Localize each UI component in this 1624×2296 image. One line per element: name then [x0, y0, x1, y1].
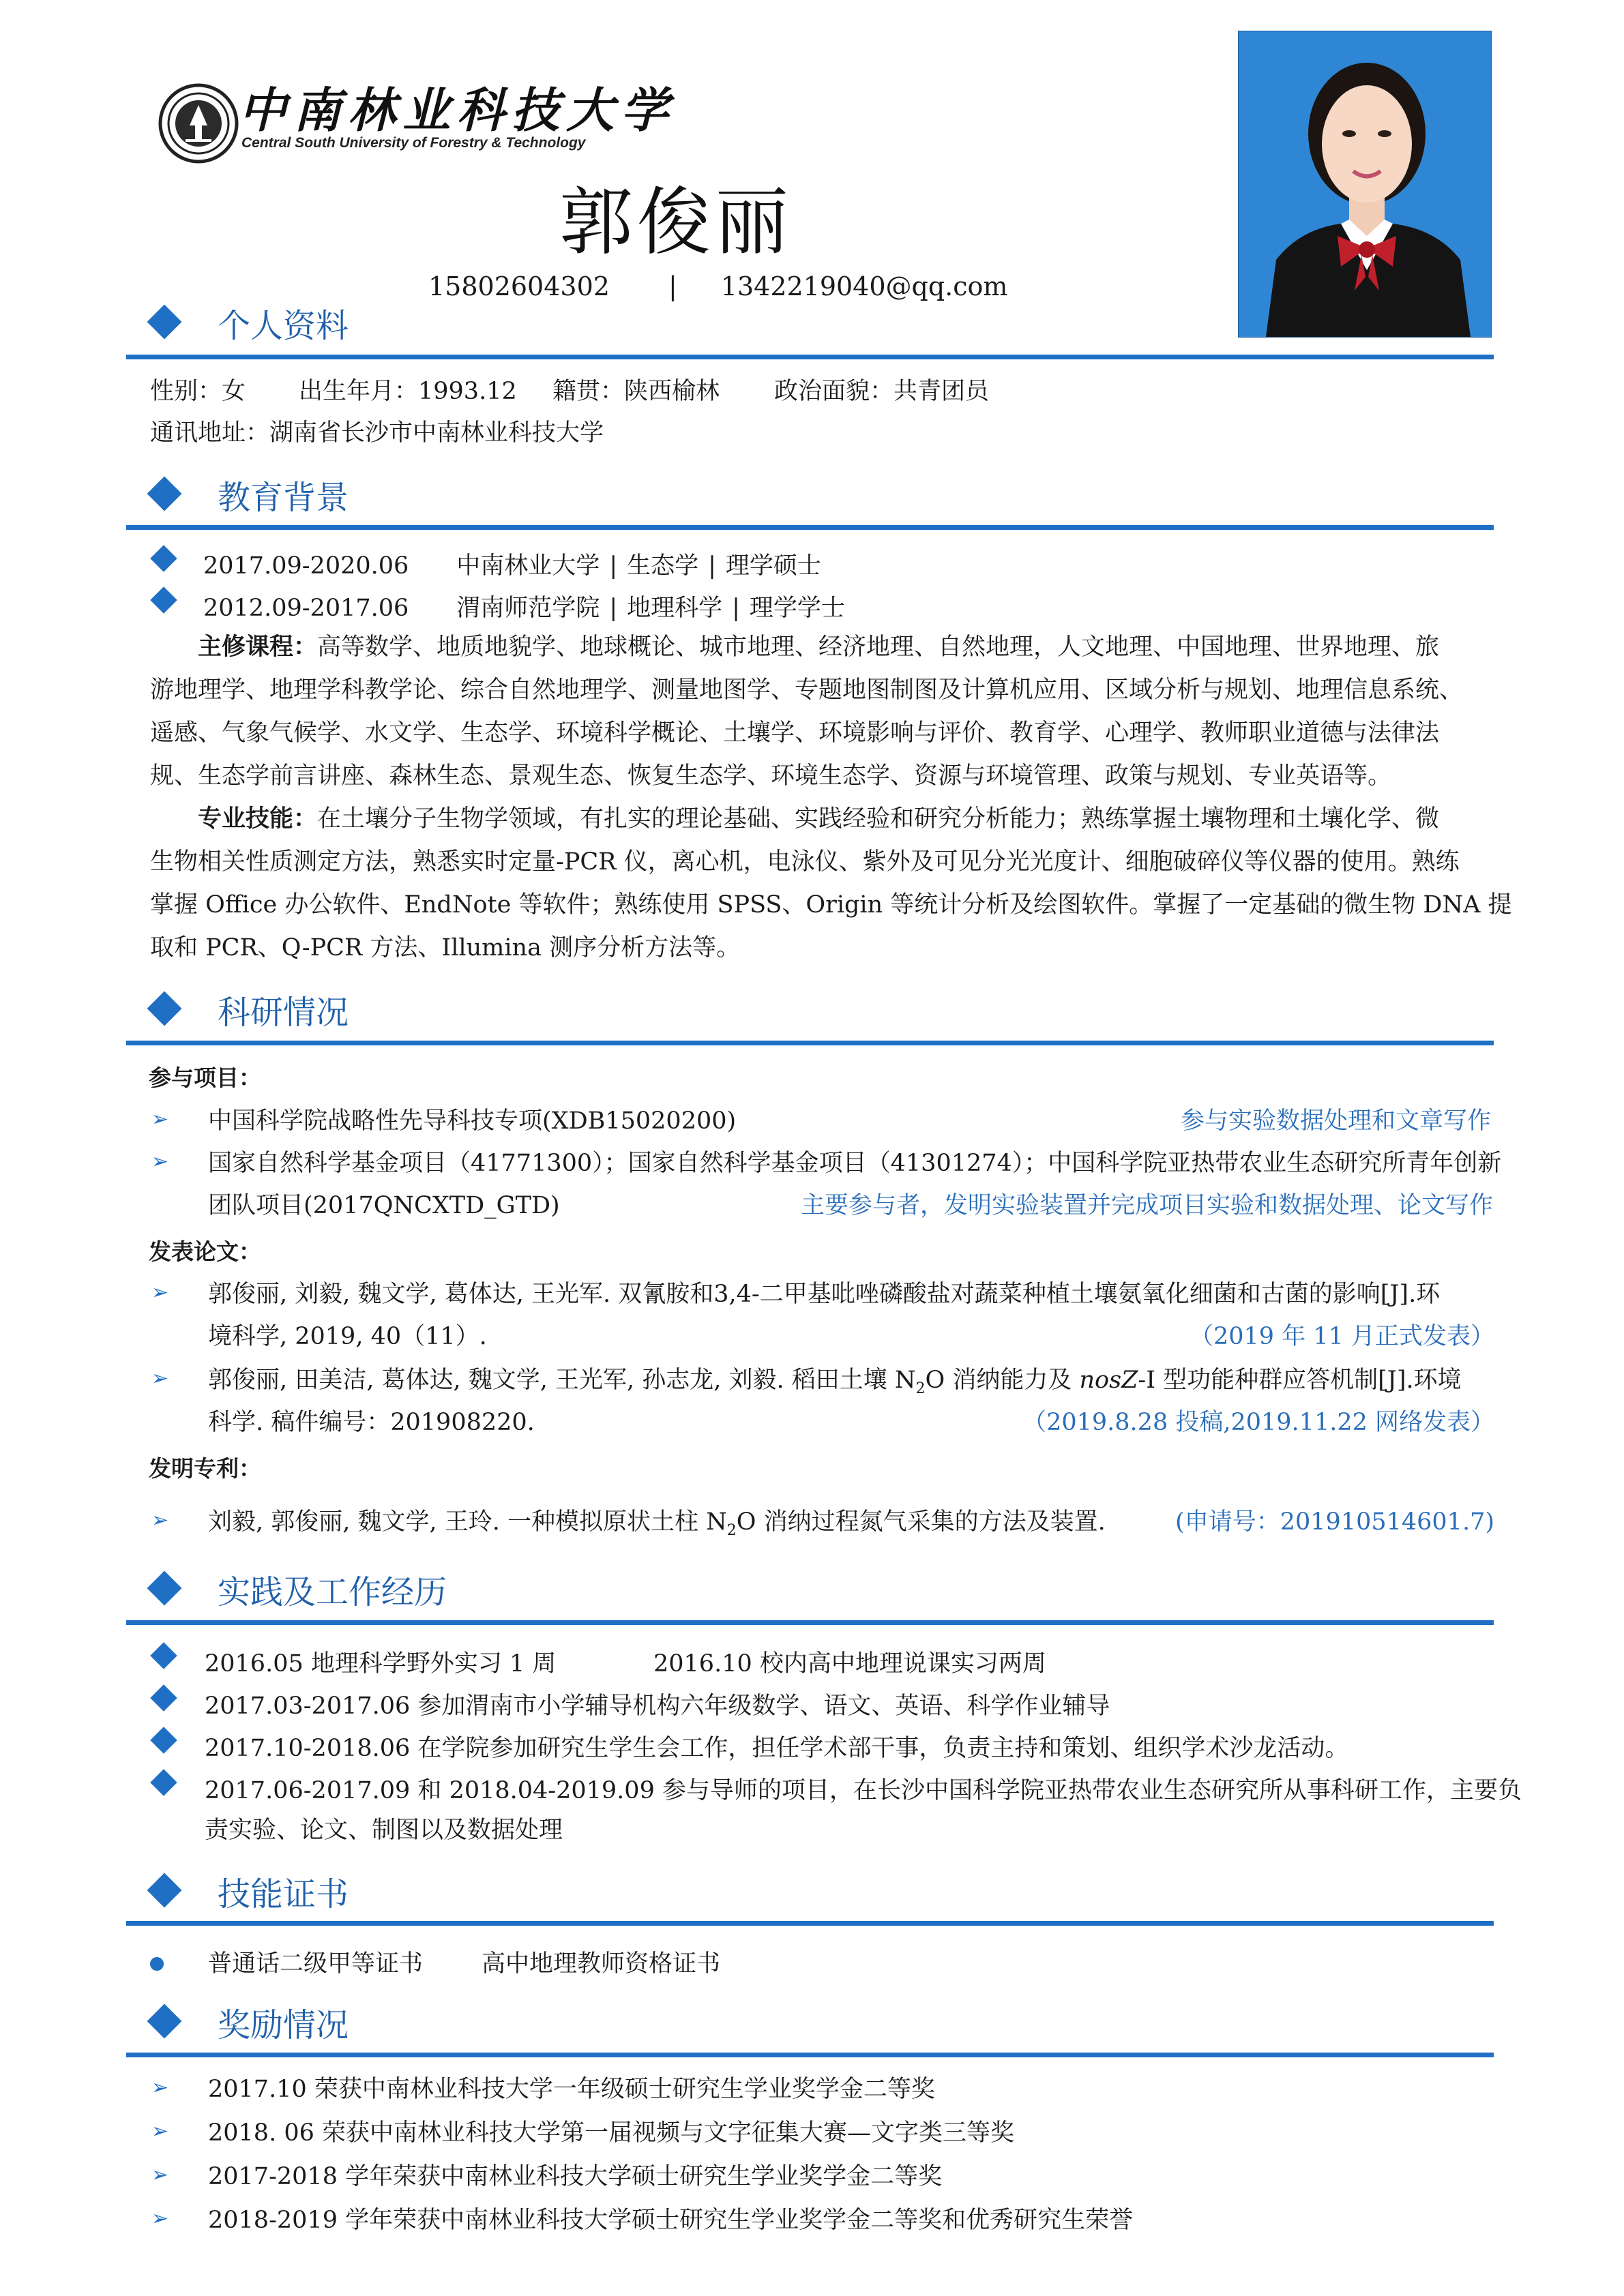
edu-degree: 理学硕士 — [725, 552, 821, 580]
edu-pipe: | — [609, 552, 618, 580]
section-divider — [126, 355, 1494, 359]
edu-school: 渭南师范学院 — [456, 595, 600, 622]
courses-line: 规、生态学前言讲座、森林生态、景观生态、恢复生态学、环境生态学、资源与环境管理、政策与规划、专业英语等。 — [150, 762, 1392, 790]
courses-line: 游地理学、地理学科教学论、综合自然地理学、测量地图学、专题地图制图及计算机应用、区域分析与规划、地理信息系统、 — [150, 676, 1464, 704]
bullet-diamond-icon — [150, 1769, 177, 1796]
skills-line: 生物相关性质测定方法，熟悉实时定量-PCR 仪，离心机，电泳仪、紫外及可见分光光度计、细胞破碎仪等仪器的使用。熟练 — [150, 848, 1460, 876]
edu-major: 地理科学 — [627, 595, 723, 622]
bullet-dot-icon — [150, 1957, 164, 1971]
paper-item: 郭俊丽, 刘毅, 魏文学, 葛体达, 王光军. 双氰胺和3,4-二甲基吡唑磷酸盐对蔬菜种植土壤氨氧化细菌和古菌的影响[J].环 — [208, 1281, 1441, 1308]
bullet-arrow-icon: ➢ — [151, 2163, 169, 2187]
courses-paragraph — [150, 626, 1494, 798]
section-divider — [126, 525, 1494, 530]
edu-pipe: | — [732, 595, 740, 622]
award-item: 2017.10 荣获中南林业科技大学一年级硕士研究生学业奖学金二等奖 — [208, 2076, 935, 2103]
practice-item: 2017.06-2017.09 和 2018.04-2019.09 参与导师的项目，在长沙中国科学院亚热带农业生态研究所从事科研工作，主要负 — [205, 1777, 1522, 1804]
paper-item-cont: 科学. 稿件编号：201908220. — [208, 1409, 535, 1436]
cert-item: 普通话二级甲等证书 — [208, 1950, 424, 1978]
university-seal-icon — [158, 83, 239, 164]
project-role: 参与实验数据处理和文章写作 — [1180, 1107, 1491, 1135]
edu-pipe: | — [708, 552, 716, 580]
section-diamond-icon — [147, 992, 182, 1026]
section-title-practice: 实践及工作经历 — [126, 1572, 447, 1613]
practice-item-cont: 责实验、论文、制图以及数据处理 — [205, 1817, 563, 1844]
edu-period: 2012.09-2017.06 — [203, 595, 409, 622]
contact-separator: | — [668, 271, 677, 301]
section-title-personal: 个人资料 — [126, 305, 349, 346]
project-item: 中国科学院战略性先导科技专项(XDB15020200) — [208, 1107, 737, 1135]
section-diamond-icon — [147, 1571, 182, 1606]
edu-major: 生态学 — [627, 552, 699, 580]
cert-item: 高中地理教师资格证书 — [482, 1950, 721, 1978]
edu-pipe: | — [609, 595, 618, 622]
practice-item: 2017.03-2017.06 参加渭南市小学辅导机构六年级数学、语文、英语、科学作业辅导 — [205, 1693, 1110, 1720]
section-diamond-icon — [147, 1873, 182, 1908]
papers-label: 发表论文： — [149, 1238, 261, 1265]
bullet-diamond-icon — [150, 1727, 177, 1754]
candidate-name: 郭俊丽 — [559, 180, 793, 265]
section-divider — [126, 1620, 1494, 1625]
email-address: 1342219040@qq.com — [720, 271, 1008, 301]
projects-label: 参与项目： — [149, 1064, 261, 1091]
bullet-arrow-icon: ➢ — [151, 1367, 169, 1390]
personal-gender: 性别：女 — [150, 378, 246, 405]
paper-status: （2019.8.28 投稿,2019.11.22 网络发表） — [1022, 1409, 1494, 1436]
courses-line: 遥感、气象气候学、水文学、生态学、环境科学概论、土壤学、环境影响与评价、教育学、心理学、教师职业道德与法律法 — [150, 719, 1440, 747]
project-item: 国家自然科学基金项目（41771300）；国家自然科学基金项目（41301274）；中国科学院亚热带农业生态研究所青年创新 — [208, 1150, 1502, 1177]
bullet-arrow-icon: ➢ — [151, 1508, 169, 1532]
section-title-research: 科研情况 — [126, 992, 349, 1033]
skills-label: 专业技能： — [198, 805, 318, 833]
section-divider — [126, 1921, 1494, 1926]
section-title-certs: 技能证书 — [126, 1874, 349, 1915]
personal-address: 通讯地址：湖南省长沙市中南林业科技大学 — [150, 419, 604, 447]
skills-paragraph — [150, 798, 1512, 970]
bullet-diamond-icon — [150, 545, 177, 572]
practice-item: 2016.05 地理科学野外实习 1 周 — [205, 1650, 557, 1678]
courses-label: 主修课程： — [198, 633, 318, 661]
bullet-arrow-icon: ➢ — [151, 2207, 169, 2231]
edu-period: 2017.09-2020.06 — [203, 552, 409, 580]
section-title-education: 教育背景 — [126, 477, 349, 518]
university-logo — [158, 82, 677, 164]
bullet-diamond-icon — [150, 586, 177, 614]
bullet-arrow-icon: ➢ — [151, 2119, 169, 2143]
practice-item: 2016.10 校内高中地理说课实习两周 — [653, 1650, 1046, 1678]
patent-item: 刘毅, 郭俊丽, 魏文学, 王玲. 一种模拟原状土柱 $N_2O$ 消纳过程氮气采集的方法及装置. — [208, 1508, 1106, 1539]
award-item: 2017-2018 学年荣获中南林业科技大学硕士研究生学业奖学金二等奖 — [208, 2163, 943, 2190]
paper-status: （2019 年 11 月正式发表） — [1190, 1323, 1494, 1350]
edu-school: 中南林业大学 — [456, 552, 600, 580]
contact-info — [428, 271, 1007, 302]
phone-number: 15802604302 — [428, 271, 610, 301]
courses-line: 高等数学、地质地貌学、地球概论、城市地理、经济地理、自然地理，人文地理、中国地理、世界地理、旅 — [317, 633, 1440, 661]
university-name-en: Central South University of Forestry & Technology — [241, 135, 586, 151]
profile-photo — [1238, 31, 1492, 338]
paper-item: 郭俊丽, 田美洁, 葛体达, 魏文学, 王光军, 孙志龙, 刘毅. 稻田土壤 $N_2O$ 消纳能力及 nosZ-I 型功能种群应答机制[J].环境 — [208, 1367, 1462, 1397]
award-item: 2018. 06 荣获中南林业科技大学第一届视频与文字征集大赛—文字类三等奖 — [208, 2119, 1014, 2147]
section-diamond-icon — [147, 305, 182, 340]
bullet-arrow-icon: ➢ — [151, 2076, 169, 2100]
project-item-cont: 团队项目(2017QNCXTD_GTD) — [208, 1192, 560, 1219]
edu-degree: 理学学士 — [749, 595, 845, 622]
university-name-cn: 中南林业科技大学 — [239, 82, 675, 138]
award-item: 2018-2019 学年荣获中南林业科技大学硕士研究生学业奖学金二等奖和优秀研究生荣誉 — [208, 2207, 1134, 2234]
section-divider — [126, 2053, 1494, 2057]
skills-line: 掌握 Office 办公软件、EndNote 等软件；熟练使用 SPSS、Origin 等统计分析及绘图软件。掌握了一定基础的微生物 DNA 提 — [150, 891, 1512, 919]
portrait-image — [1239, 31, 1491, 337]
skills-line: 在土壤分子生物学领域，有扎实的理论基础、实践经验和研究分析能力；熟练掌握土壤物理和土壤化学、微 — [317, 805, 1440, 833]
skills-line: 取和 PCR、Q-PCR 方法、Illumina 测序分析方法等。 — [150, 934, 741, 961]
patents-label: 发明专利： — [149, 1455, 261, 1482]
section-diamond-icon — [147, 2004, 182, 2039]
bullet-arrow-icon: ➢ — [151, 1107, 169, 1131]
section-diamond-icon — [147, 477, 182, 511]
section-title-awards: 奖励情况 — [126, 2005, 349, 2046]
bullet-arrow-icon: ➢ — [151, 1150, 169, 1174]
project-role: 主要参与者，发明实验装置并完成项目实验和数据处理、论文写作 — [800, 1192, 1493, 1219]
education-entry — [203, 593, 845, 623]
personal-political: 政治面貌：共青团员 — [774, 378, 990, 405]
practice-item: 2017.10-2018.06 在学院参加研究生学生会工作，担任学术部干事，负责主持和策划、组织学术沙龙活动。 — [205, 1735, 1349, 1762]
bullet-diamond-icon — [150, 1642, 177, 1669]
personal-birth: 出生年月：1993.12 — [299, 378, 517, 405]
paper-item-cont: 境科学, 2019, 40（11）. — [208, 1323, 487, 1350]
bullet-arrow-icon: ➢ — [151, 1281, 169, 1304]
section-divider — [126, 1041, 1494, 1045]
personal-origin: 籍贯：陕西榆林 — [552, 378, 720, 405]
bullet-diamond-icon — [150, 1684, 177, 1712]
education-entry — [203, 551, 821, 581]
patent-status: (申请号：201910514601.7) — [1175, 1508, 1494, 1536]
